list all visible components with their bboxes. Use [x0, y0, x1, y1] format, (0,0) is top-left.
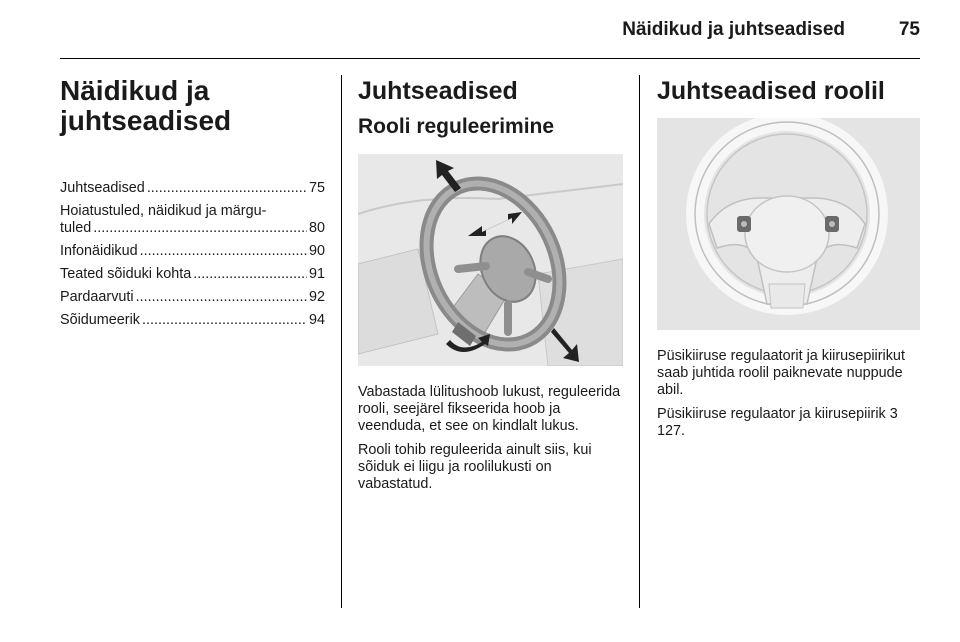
toc-leader: [142, 312, 307, 329]
toc-leader: [147, 180, 307, 197]
table-of-contents: [60, 180, 325, 329]
toc-leader: [93, 220, 307, 237]
toc-entry-text-line1: Hoiatustuled, näidikud ja märgu-: [60, 203, 267, 219]
toc-leader: [140, 243, 307, 260]
right-column: [657, 76, 920, 447]
toc-entry-page: 94: [308, 312, 325, 328]
toc-leader: [136, 289, 307, 306]
toc-entry-page: 92: [308, 289, 325, 305]
subsection-title: Rooli reguleerimine: [358, 115, 555, 138]
steering-adjustment-illustration: [358, 154, 623, 366]
toc-entry-page: 91: [308, 266, 325, 282]
paragraph: Püsikiiruse regulaator ja kiirusepiirik 3 127.: [657, 406, 898, 439]
chapter-title-line2: juhtseadised: [60, 105, 232, 136]
toc-entry-text: tuled: [60, 220, 92, 236]
running-header-title: Näidikud ja juhtseadised: [622, 19, 845, 40]
paragraph: Vabastada lülitushoob lukust, reguleerida rooli, seejärel fikseerida hoob ja veenduda, et see on kindlalt lukus.: [358, 384, 621, 434]
middle-column: [358, 76, 623, 500]
toc-entry-page: 80: [308, 220, 325, 236]
header-rule: [60, 58, 920, 59]
page-number: 75: [898, 19, 920, 40]
chapter-title-line1: Näidikud ja: [60, 75, 210, 106]
toc-entry-text: Juhtseadised: [60, 180, 145, 196]
toc-entry[interactable]: [60, 203, 325, 237]
chapter-title: [60, 76, 325, 136]
toc-entry-page: 75: [308, 180, 325, 196]
steering-wheel-controls-illustration: [657, 118, 920, 330]
toc-entry[interactable]: [60, 180, 325, 197]
section-title: Juhtseadised: [358, 77, 518, 105]
paragraph: Püsikiiruse regulaatorit ja kiirusepiirikut saab juhtida roolil paiknevate nuppude abil.: [657, 348, 905, 398]
toc-leader: [193, 266, 307, 283]
toc-entry-text: Sõidumeerik: [60, 312, 140, 328]
paragraph: Rooli tohib reguleerida ainult siis, kui sõiduk ei liigu ja roolilukusti on vabastatud.: [358, 442, 592, 492]
section-title: Juhtseadised roolil: [657, 77, 885, 105]
toc-entry[interactable]: [60, 289, 325, 306]
toc-entry-page: 90: [308, 243, 325, 259]
toc-entry[interactable]: [60, 243, 325, 260]
column-divider-left: [341, 75, 342, 608]
toc-entry[interactable]: [60, 312, 325, 329]
toc-entry-text: Pardaarvuti: [60, 289, 134, 305]
left-column: [60, 76, 325, 335]
toc-entry[interactable]: [60, 266, 325, 283]
column-divider-right: [639, 75, 640, 608]
toc-entry-text: Teated sõiduki kohta: [60, 266, 192, 282]
toc-entry-text: Infonäidikud: [60, 243, 138, 259]
